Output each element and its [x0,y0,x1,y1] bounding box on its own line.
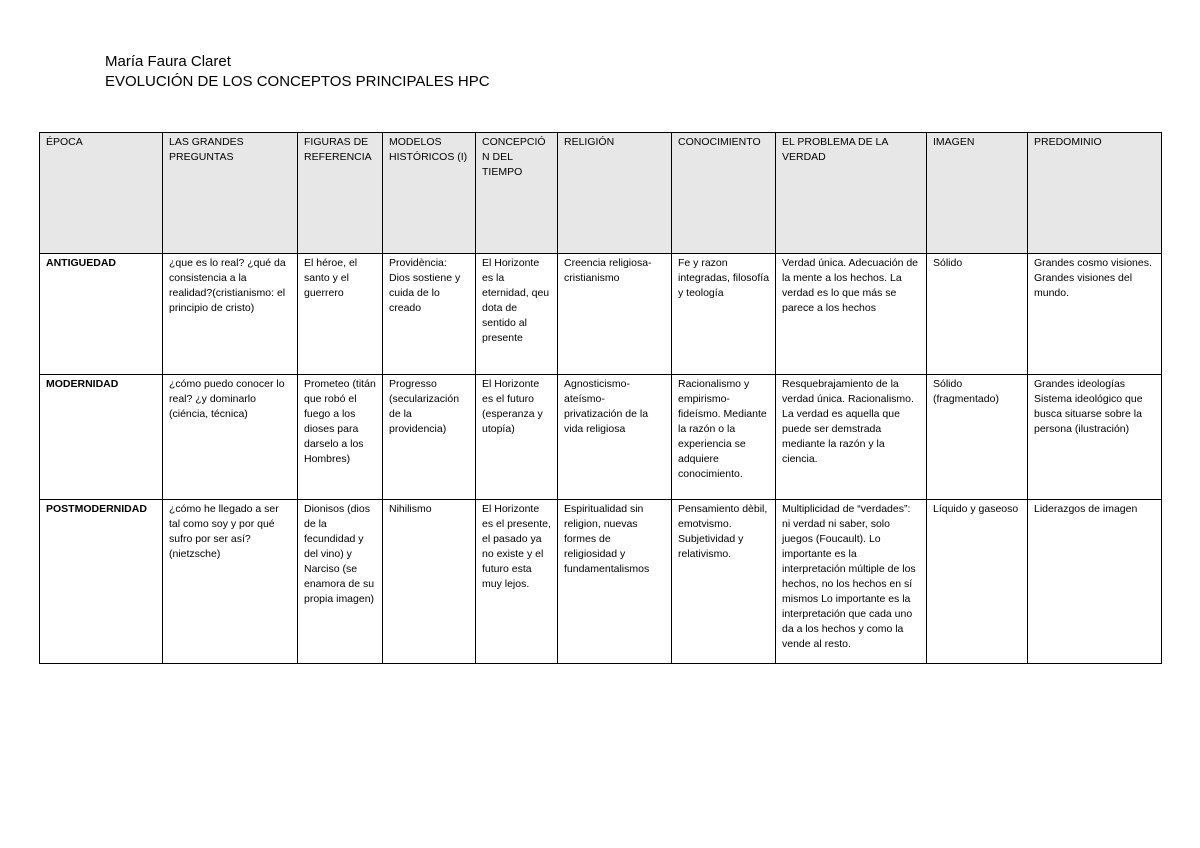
document-title: EVOLUCIÓN DE LOS CONCEPTOS PRINCIPALES HPC [105,73,490,90]
column-header-tiempo: CONCEPCIÓN DEL TIEMPO [476,133,558,254]
figuras-cell: Dionisos (dios de la fecundidad y del vino) y Narciso (se enamora de su propia imagen) [298,500,383,664]
figuras-cell: El héroe, el santo y el guerrero [298,254,383,375]
column-header-figuras: FIGURAS DE REFERENCIA [298,133,383,254]
religion-cell: Creencia religiosa- cristianismo [558,254,672,375]
table-row [40,375,1162,500]
predominio-cell: Grandes ideologías Sistema ideológico que busca situarse sobre la persona (ilustración) [1028,375,1162,500]
preguntas-cell: ¿cómo he llegado a ser tal como soy y por qué sufro por ser así? (nietzsche) [163,500,298,664]
predominio-cell: Liderazgos de imagen [1028,500,1162,664]
tiempo-cell: El Horizonte es la eternidad, qeu dota de sentido al presente [476,254,558,375]
verdad-cell: Verdad única. Adecuación de la mente a los hechos. La verdad es lo que más se parece a los hechos [776,254,927,375]
table-header-row [40,133,1162,254]
tiempo-cell: El Horizonte es el futuro (esperanza y utopía) [476,375,558,500]
preguntas-cell: ¿cómo puedo conocer lo real? ¿y dominarlo (ciéncia, técnica) [163,375,298,500]
table-row [40,500,1162,664]
column-header-religion: RELIGIÓN [558,133,672,254]
tiempo-cell: El Horizonte es el presente, el pasado ya no existe y el futuro esta muy lejos. [476,500,558,664]
document-header [105,52,490,92]
predominio-cell: Grandes cosmo visiones. Grandes visiones del mundo. [1028,254,1162,375]
modelos-cell: Nihilismo [383,500,476,664]
epoch-cell: MODERNIDAD [40,375,163,500]
modelos-cell: Progresso (secularización de la providencia) [383,375,476,500]
imagen-cell: Líquido y gaseoso [927,500,1028,664]
concepts-table [39,132,1162,664]
figuras-cell: Prometeo (titán que robó el fuego a los dioses para darselo a los Hombres) [298,375,383,500]
column-header-verdad: EL PROBLEMA DE LA VERDAD [776,133,927,254]
epoch-cell: POSTMODERNIDAD [40,500,163,664]
religion-cell: Agnosticismo- ateísmo- privatización de la vida religiosa [558,375,672,500]
column-header-conocimiento: CONOCIMIENTO [672,133,776,254]
conocimiento-cell: Fe y razon integradas, filosofía y teología [672,254,776,375]
column-header-preguntas: LAS GRANDES PREGUNTAS [163,133,298,254]
column-header-epoca: ÉPOCA [40,133,163,254]
column-header-predominio: PREDOMINIO [1028,133,1162,254]
modelos-cell: Providència: Dios sostiene y cuida de lo creado [383,254,476,375]
imagen-cell: Sólido (fragmentado) [927,375,1028,500]
conocimiento-cell: Racionalismo y empirismo- fideísmo. Mediante la razón o la experiencia se adquiere conocimiento. [672,375,776,500]
conocimiento-cell: Pensamiento dèbil, emotvismo. Subjetividad y relativismo. [672,500,776,664]
religion-cell: Espiritualidad sin religion, nuevas formes de religiosidad y fundamentalismos [558,500,672,664]
verdad-cell: Resquebrajamiento de la verdad única. Racionalismo. La verdad es aquella que puede ser demstrada mediante la razón y la ciencia. [776,375,927,500]
column-header-modelos: MODELOS HISTÓRICOS (I) [383,133,476,254]
table-row [40,254,1162,375]
verdad-cell: Multiplicidad de “verdades”: ni verdad ni saber, solo juegos (Foucault). Lo importante es la interpretación múltiple de los hechos, no los hechos en sí mismos Lo importante es la interpretación que cada uno da a los hechos y como la vende al resto. [776,500,927,664]
imagen-cell: Sólido [927,254,1028,375]
column-header-imagen: IMAGEN [927,133,1028,254]
epoch-cell: ANTIGUEDAD [40,254,163,375]
author-name: María Faura Claret [105,53,231,70]
preguntas-cell: ¿que es lo real? ¿qué da consistencia a la realidad?(cristianismo: el principio de cristo) [163,254,298,375]
